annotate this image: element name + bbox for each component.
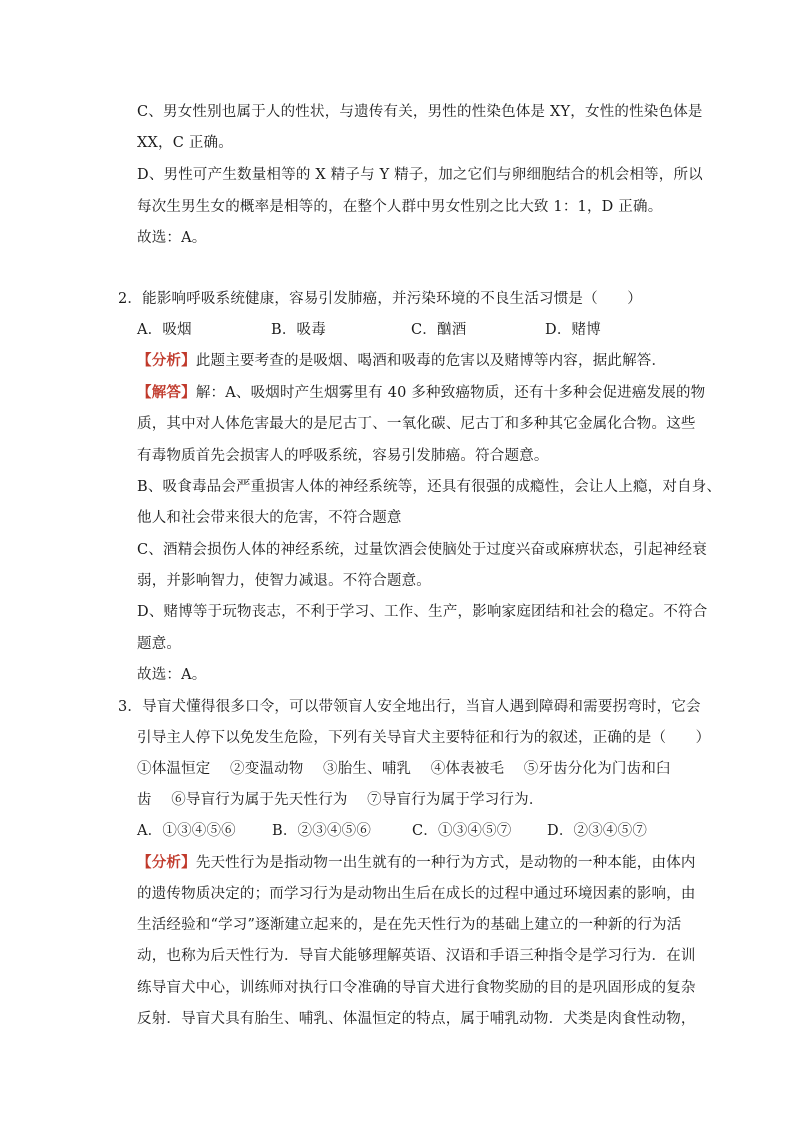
q3-items-line1: ①体温恒定 ②变温动物 ③胎生、哺乳 ④体表被毛 ⑤牙齿分化为门齿和臼: [137, 761, 671, 777]
q2-solution-tag: 【解答】: [137, 384, 196, 401]
q3-stem-line2: 引导主人停下以免发生危险，下列有关导盲犬主要特征和行为的叙述，正确的是（ ）: [137, 730, 711, 746]
q3-stem-line1: 3．导盲犬懂得很多口令，可以带领盲人安全地出行，当盲人遇到障碍和需要拐弯时，它会: [118, 699, 701, 715]
q2-option-d: D．赌博: [545, 322, 601, 338]
q2-analysis: [137, 351, 666, 371]
prev-answer-d-line2: 每次生男生女的概率是相等的，在整个人群中男女性别之比大致 1：1，D 正确。: [137, 199, 663, 215]
prev-answer-choice: 故选：A。: [137, 230, 207, 246]
prev-answer-c-line1: C、男女性别也属于人的性状，与遗传有关，男性的性染色体是 XY，女性的性染色体是: [137, 104, 703, 120]
q2-solution-a2: 质，其中对人体危害最大的是尼古丁、一氧化碳、尼古丁和多种其它金属化合物。这些: [137, 416, 696, 432]
q2-solution-d1: D、赌博等于玩物丧志，不利于学习、工作、生产，影响家庭团结和社会的稳定。不符合: [137, 604, 708, 620]
q2-solution-d2: 题意。: [137, 636, 182, 652]
q3-option-a: A．①③④⑤⑥: [137, 823, 236, 839]
q2-stem: 2．能影响呼吸系统健康，容易引发肺癌，并污染环境的不良生活习惯是（ ）: [118, 291, 642, 307]
q3-analysis-tag: 【分析】: [137, 854, 196, 871]
q2-solution-a1: 解：A、吸烟时产生烟雾里有 40 多种致癌物质，还有十多种会促进癌发展的物: [195, 385, 706, 401]
q3-analysis-line6: 反射．导盲犬具有胎生、哺乳、体温恒定的特点，属于哺乳动物．犬类是肉食性动物，: [137, 1011, 696, 1027]
q3-option-c: C．①③④⑤⑦: [412, 823, 512, 839]
q3-analysis-line1: [137, 853, 696, 873]
prev-answer-c-line2: XX，C 正确。: [137, 135, 233, 151]
q2-analysis-text: 此题主要考查的是吸烟、喝酒和吸毒的危害以及赌博等内容，据此解答．: [195, 353, 667, 369]
q3-analysis-an1: 先天性行为是指动物一出生就有的一种行为方式，是动物的一种本能，由体内: [195, 855, 696, 871]
q2-solution-b1: B、吸食毒品会严重损害人体的神经系统等，还具有很强的成瘾性，会让人上瘾，对自身、: [137, 479, 722, 495]
q2-solution-c1: C、酒精会损伤人体的神经系统，过量饮酒会使脑处于过度兴奋或麻痹状态，引起神经衰: [137, 542, 707, 558]
q2-analysis-tag: 【分析】: [137, 352, 196, 369]
q2-option-b: B．吸毒: [271, 322, 326, 338]
prev-answer-d-line1: D、男性可产生数量相等的 X 精子与 Y 精子，加之它们与卵细胞结合的机会相等，所以: [137, 167, 703, 183]
q3-option-d: D．②③④⑤⑦: [547, 823, 648, 839]
q2-choice: 故选：A。: [137, 667, 207, 683]
q2-option-a: A．吸烟: [137, 322, 192, 338]
q3-analysis-line2: 的遗传物质决定的；而学习行为是动物出生后在成长的过程中通过环境因素的影响，由: [137, 886, 696, 902]
q3-option-b: B．②③④⑤⑥: [272, 823, 372, 839]
q3-items-line2: 齿 ⑥导盲行为属于先天性行为 ⑦导盲行为属于学习行为．: [137, 792, 544, 808]
q2-option-c: C．酗酒: [411, 322, 467, 338]
q2-solution-line1: [137, 383, 705, 403]
q3-analysis-line3: 生活经验和“学习”逐渐建立起来的，是在先天性行为的基础上建立的一种新的行为活: [137, 917, 682, 933]
q3-analysis-line4: 动，也称为后天性行为．导盲犬能够理解英语、汉语和手语三种指令是学习行为．在训: [137, 948, 696, 964]
q2-solution-a3: 有毒物质首先会损害人的呼吸系统，容易引发肺癌。符合题意。: [137, 448, 549, 464]
q3-analysis-line5: 练导盲犬中心，训练师对执行口令准确的导盲犬进行食物奖励的目的是巩固形成的复杂: [137, 980, 696, 996]
q2-solution-b2: 他人和社会带来很大的危害，不符合题意: [137, 510, 402, 526]
q2-solution-c2: 弱，并影响智力，使智力减退。不符合题意。: [137, 573, 431, 589]
